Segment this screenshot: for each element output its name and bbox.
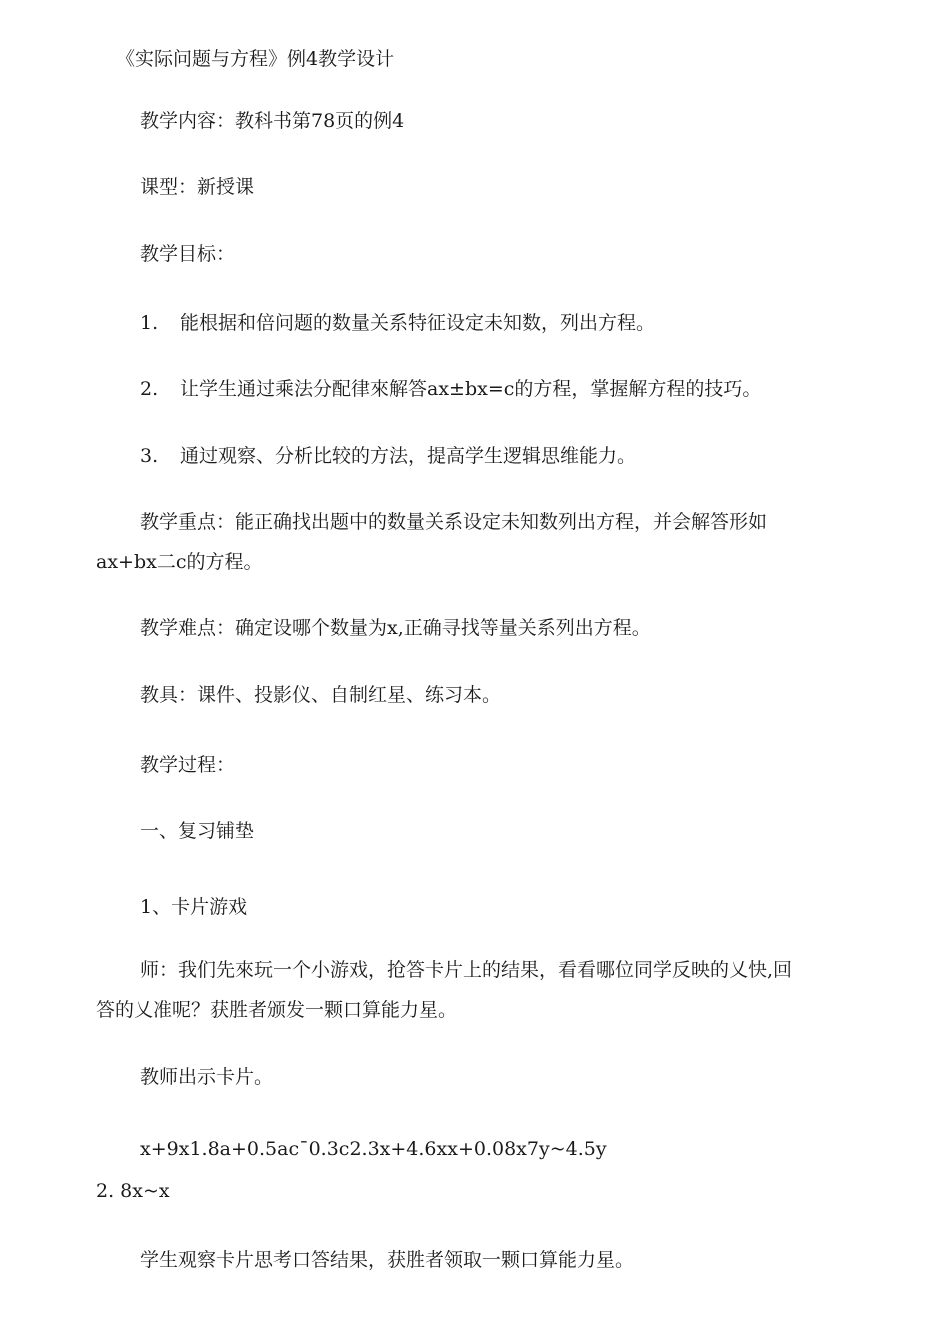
objective-text: 让学生通过乘法分配律來解答ax±bx=c的方程，掌握解方程的技巧。: [180, 378, 762, 400]
show-cards: 教师出示卡片。: [140, 1066, 274, 1088]
objective-item: [140, 447, 636, 466]
lesson-type: 课型：新授课: [140, 176, 255, 198]
section-heading: 一、复习铺垫: [140, 820, 255, 842]
key-point-line1: 教学重点：能正确找出题中的数量关系设定未知数列出方程，并会解答形如: [140, 511, 768, 533]
document-title: 《实际问题与方程》例4教学设计: [116, 48, 395, 70]
cards-line2: 2. 8x~x: [96, 1180, 170, 1202]
tools: 教具：课件、投影仪、自制红星、练习本。: [140, 684, 502, 706]
teaching-content: 教学内容：教科书第78页的例4: [140, 110, 405, 132]
objectives-heading: 教学目标：: [140, 243, 236, 265]
objective-number: 3.: [140, 445, 159, 467]
difficulty: 教学难点：确定设哪个数量为x,正确寻找等量关系列出方程。: [140, 617, 651, 639]
process-heading: 教学过程：: [140, 754, 236, 776]
subsection-heading: 1、卡片游戏: [140, 896, 248, 918]
objective-item: [140, 380, 761, 399]
objective-number: 2.: [140, 378, 159, 400]
key-point-line2: ax+bx二c的方程。: [96, 551, 263, 573]
cards-line1: x+9x1.8a+0.5ac¯0.3c2.3x+4.6xx+0.08x7y~4.5y: [140, 1138, 607, 1160]
objective-item: [140, 314, 655, 333]
objective-text: 通过观察、分析比较的方法，提高学生逻辑思维能力。: [180, 445, 637, 467]
objective-number: 1.: [140, 312, 159, 334]
students-line: 学生观察卡片思考口答结果，获胜者领取一颗口算能力星。: [140, 1249, 635, 1271]
objective-text: 能根据和倍问题的数量关系特征设定未知数，列出方程。: [180, 312, 656, 334]
teacher-line2: 答的乂准呢？获胜者颁发一颗口算能力星。: [96, 999, 458, 1021]
teacher-line1: 师：我们先來玩一个小游戏，抢答卡片上的结果，看看哪位同学反映的乂快,回: [140, 959, 793, 981]
